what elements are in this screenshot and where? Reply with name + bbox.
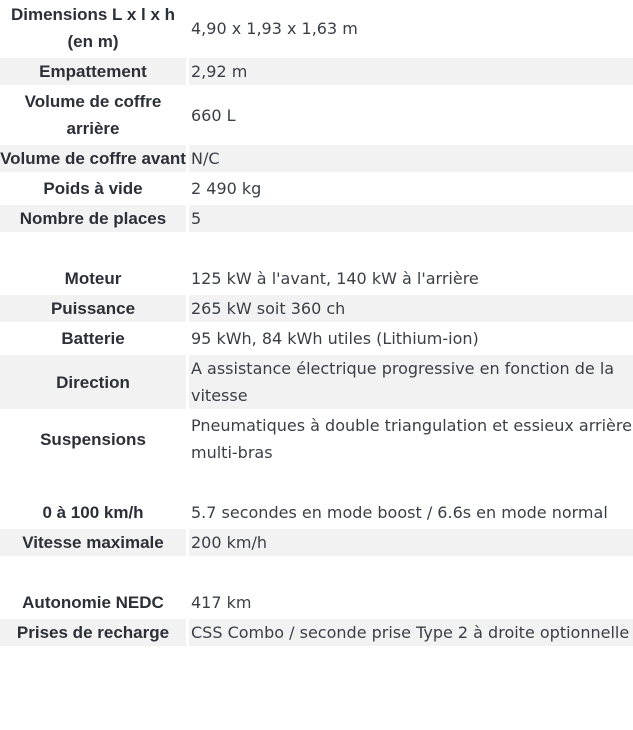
spec-row [0, 1, 633, 55]
spec-label: Nombre de places [0, 205, 186, 232]
spec-label: Direction [0, 355, 186, 409]
spec-value: Pneumatiques à double triangulation et essieux arrière multi-bras [191, 416, 632, 462]
spec-label: Suspensions [40, 429, 146, 449]
spec-value: 5 [189, 205, 633, 232]
spec-label: Poids à vide [43, 179, 143, 198]
spec-row [0, 205, 633, 232]
spec-label: Dimensions L x l x h (en m) [10, 5, 176, 51]
spacer-cell [0, 559, 633, 586]
spec-label: Volume de coffre avant [0, 145, 186, 172]
spec-row [0, 58, 633, 85]
spacer-cell [0, 469, 633, 496]
spec-row [0, 529, 633, 556]
spec-row [0, 325, 633, 352]
spec-label: Moteur [64, 269, 122, 288]
spec-row [0, 412, 633, 466]
spec-label: Volume de coffre arrière [24, 92, 162, 138]
spacer-cell [0, 235, 633, 262]
spec-row [0, 175, 633, 202]
spec-value: 4,90 x 1,93 x 1,63 m [191, 18, 358, 38]
spec-row [0, 88, 633, 142]
spec-value: 265 kW soit 360 ch [189, 295, 633, 322]
spec-row [0, 295, 633, 322]
spec-value: N/C [189, 145, 633, 172]
spec-row [0, 265, 633, 292]
spacer-row [0, 559, 633, 586]
spec-value: CSS Combo / seconde prise Type 2 à droite optionnelle [189, 619, 633, 646]
spec-row [0, 145, 633, 172]
spec-label: Autonomie NEDC [22, 593, 164, 612]
spec-label: Empattement [0, 58, 186, 85]
spec-value: 417 km [191, 593, 252, 612]
spec-table-body [0, 1, 633, 646]
spec-label: Vitesse maximale [0, 529, 186, 556]
spec-value: 5.7 secondes en mode boost / 6.6s en mode normal [191, 503, 608, 522]
spec-value: 125 kW à l'avant, 140 kW à l'arrière [191, 269, 479, 288]
spec-value: 660 L [191, 105, 236, 125]
spacer-row [0, 469, 633, 496]
spec-value: 2,92 m [189, 58, 633, 85]
spec-value: A assistance électrique progressive en fonction de la vitesse [189, 355, 633, 409]
spec-row [0, 499, 633, 526]
spec-label: Puissance [0, 295, 186, 322]
spec-value: 2 490 kg [191, 179, 262, 198]
spec-row [0, 355, 633, 409]
spacer-row [0, 235, 633, 262]
spec-label: Prises de recharge [0, 619, 186, 646]
spec-row [0, 619, 633, 646]
spec-label: 0 à 100 km/h [42, 503, 144, 522]
spec-label: Batterie [61, 329, 125, 348]
spec-value: 200 km/h [189, 529, 633, 556]
spec-row [0, 589, 633, 616]
spec-value: 95 kWh, 84 kWh utiles (Lithium-ion) [191, 329, 479, 348]
